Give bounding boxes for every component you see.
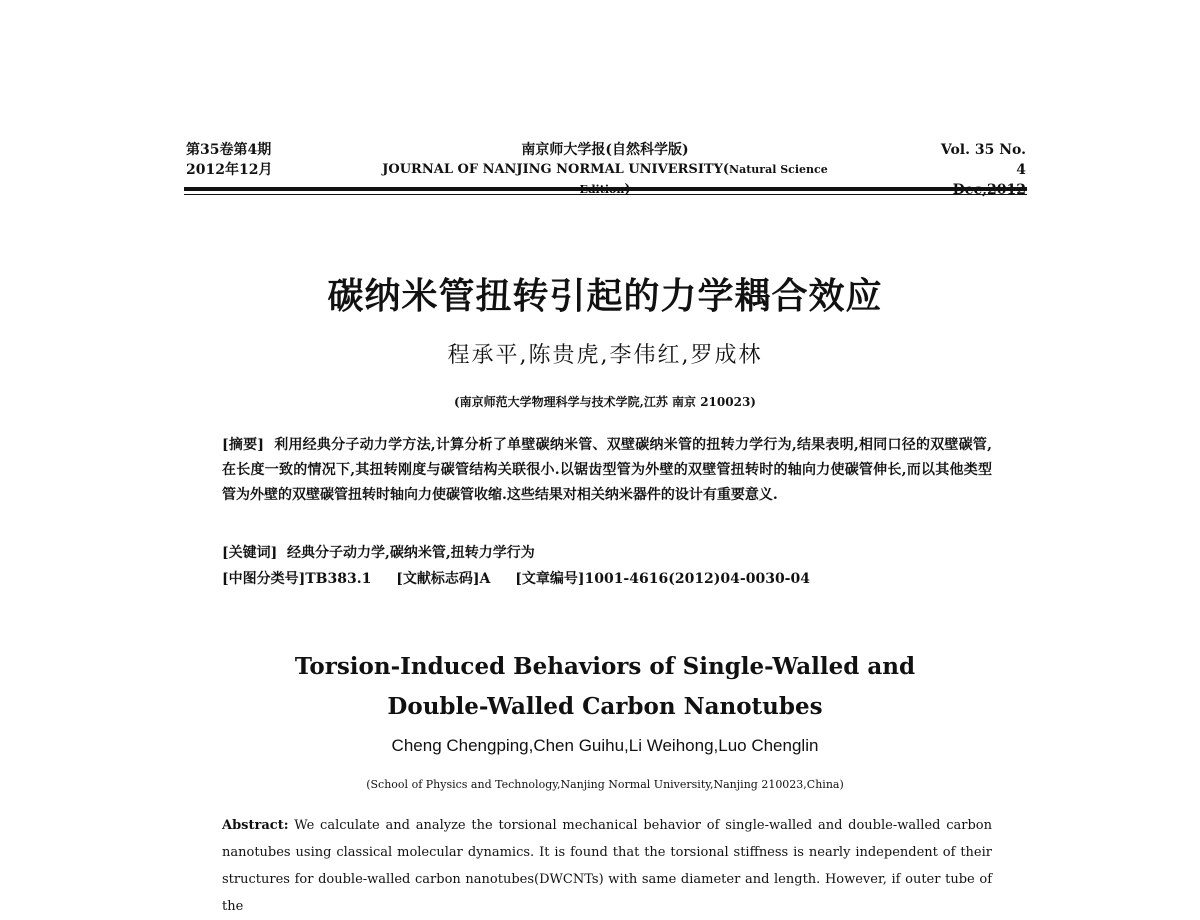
paper-title-en bbox=[0, 647, 1200, 727]
keywords-zh bbox=[222, 542, 535, 562]
abstract-en-text: We calculate and analyze the torsional mechanical behavior of single-walled and double-walled carbon nanotubes using classical molecular dynamics. It is found that the torsional stiffness is nearly independent of their structures for double-walled carbon nanotubes(DWCNTs) with same diameter and length. However, if outer tube of the bbox=[222, 818, 992, 914]
journal-name-zh: 南京师大学报(自然科学版) bbox=[521, 142, 689, 158]
keywords-zh-tag: [关键词] bbox=[222, 545, 278, 561]
journal-name-en: JOURNAL OF NANJING NORMAL UNIVERSITY(Natural Science bbox=[382, 162, 828, 177]
affiliation-zh: (南京师范大学物理科学与技术学院,江苏 南京 210023) bbox=[454, 395, 756, 409]
abstract-en-tag: Abstract: bbox=[222, 818, 289, 833]
volume-issue-zh: 第35卷第4期 bbox=[186, 142, 272, 158]
paper-title-en-line2: Double-Walled Carbon Nanotubes bbox=[387, 693, 823, 720]
volume-issue-en: Vol. 35 No. 4 bbox=[940, 142, 1026, 178]
issue-info bbox=[186, 140, 272, 180]
journal-name bbox=[360, 140, 850, 200]
volume-info bbox=[936, 140, 1026, 200]
affiliation-en: (School of Physics and Technology,Nanjing Normal University,Nanjing 210023,China) bbox=[366, 778, 844, 791]
header-rule-thick bbox=[184, 187, 1027, 191]
abstract-en bbox=[222, 812, 992, 920]
article-number: [文章编号]1001-4616(2012)04-0030-04 bbox=[515, 571, 810, 587]
date-zh: 2012年12月 bbox=[186, 162, 273, 178]
abstract-zh-tag: [摘要] bbox=[222, 437, 264, 453]
authors-en: Cheng Chengping,Chen Guihu,Li Weihong,Luo Chenglin bbox=[391, 736, 819, 755]
abstract-zh bbox=[222, 433, 992, 508]
paper-title-zh: 碳纳米管扭转引起的力学耦合效应 bbox=[327, 275, 883, 317]
paper-title-en-line1: Torsion-Induced Behaviors of Single-Walled and bbox=[294, 653, 916, 680]
clc: [中图分类号]TB383.1 bbox=[222, 571, 372, 587]
doc-code: [文献标志码]A bbox=[396, 571, 491, 587]
header-rule-thin bbox=[184, 194, 1027, 195]
keywords-zh-text: 经典分子动力学,碳纳米管,扭转力学行为 bbox=[287, 545, 535, 561]
abstract-zh-text: 利用经典分子动力学方法,计算分析了单壁碳纳米管、双壁碳纳米管的扭转力学行为,结果表明,相同口径的双壁碳管,在长度一致的情况下,其扭转刚度与碳管结构关联很小.以锯齿型管为外壁的双壁管扭转时的轴向力使碳管伸长,而以其他类型管为外壁的双壁碳管扭转时轴向力使碳管收缩.这些结果对相关纳米器件的设计有重要意义. bbox=[222, 437, 993, 503]
classification-line bbox=[222, 568, 830, 588]
authors-zh: 程承平,陈贵虎,李伟红,罗成林 bbox=[447, 343, 763, 368]
